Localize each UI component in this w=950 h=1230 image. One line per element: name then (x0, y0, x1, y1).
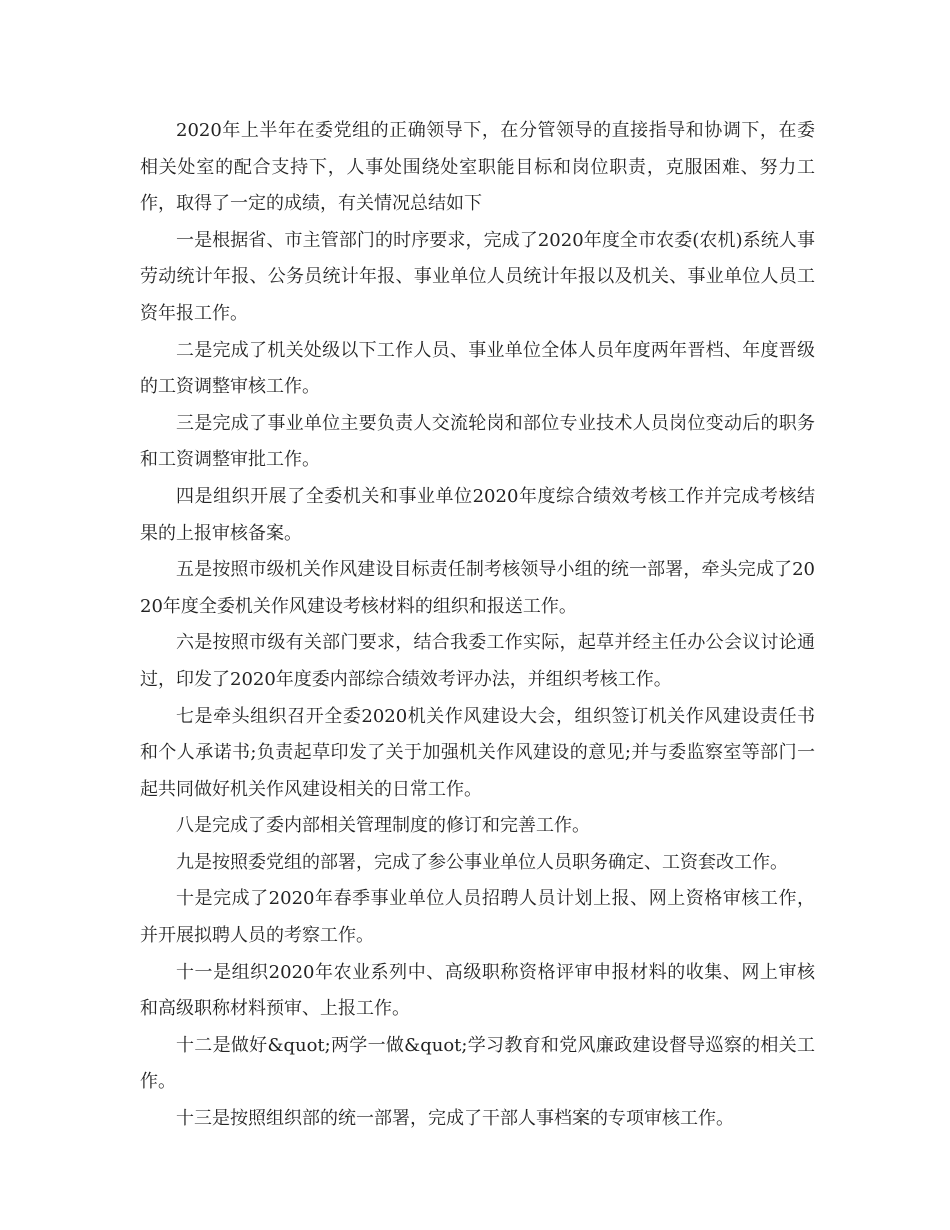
paragraph-item-8: 八是完成了委内部相关管理制度的修订和完善工作。 (176, 815, 590, 837)
document-body (140, 113, 815, 1138)
paragraph-item-12: 十二是做好&quot;两学一做&quot;学习教育和党风廉政建设督导巡察的相关工作。 (140, 1034, 815, 1093)
paragraph-item-2: 二是完成了机关处级以下工作人员、事业单位全体人员年度两年晋档、年度晋级的工资调整审核工作。 (140, 339, 815, 398)
paragraph-item-4: 四是组织开展了全委机关和事业单位2020年度综合绩效考核工作并完成考核结果的上报审核备案。 (140, 485, 815, 544)
paragraph-intro: 2020年上半年在委党组的正确领导下，在分管领导的直接指导和协调下，在委相关处室的配合支持下，人事处围绕处室职能目标和岗位职责，克服困难、努力工作，取得了一定的成绩，有关情况总结如下 (140, 120, 815, 215)
paragraph-item-9: 九是按照委党组的部署，完成了参公事业单位人员职务确定、工资套改工作。 (176, 851, 788, 873)
paragraph-item-3: 三是完成了事业单位主要负责人交流轮岗和部位专业技术人员岗位变动后的职务和工资调整审批工作。 (140, 412, 815, 471)
paragraph-item-10: 十是完成了2020年春季事业单位人员招聘人员计划上报、网上资格审核工作，并开展拟聘人员的考察工作。 (140, 888, 815, 947)
paragraph-item-1: 一是根据省、市主管部门的时序要求，完成了2020年度全市农委(农机)系统人事劳动统计年报、公务员统计年报、事业单位人员统计年报以及机关、事业单位人员工资年报工作。 (140, 229, 815, 324)
paragraph-item-5: 五是按照市级机关作风建设目标责任制考核领导小组的统一部署，牵头完成了2020年度全委机关作风建设考核材料的组织和报送工作。 (140, 559, 815, 617)
paragraph-item-6: 六是按照市级有关部门要求，结合我委工作实际，起草并经主任办公会议讨论通过，印发了2020年度委内部综合绩效考评办法，并组织考核工作。 (140, 632, 815, 690)
paragraph-item-7: 七是牵头组织召开全委2020机关作风建设大会，组织签订机关作风建设责任书和个人承诺书;负责起草印发了关于加强机关作风建设的意见;并与委监察室等部门一起共同做好机关作风建设相关的日常工作。 (140, 705, 815, 800)
paragraph-item-13: 十三是按照组织部的统一部署，完成了干部人事档案的专项审核工作。 (176, 1108, 734, 1130)
paragraph-item-11: 十一是组织2020年农业系列中、高级职称资格评审申报材料的收集、网上审核和高级职称材料预审、上报工作。 (140, 961, 815, 1020)
